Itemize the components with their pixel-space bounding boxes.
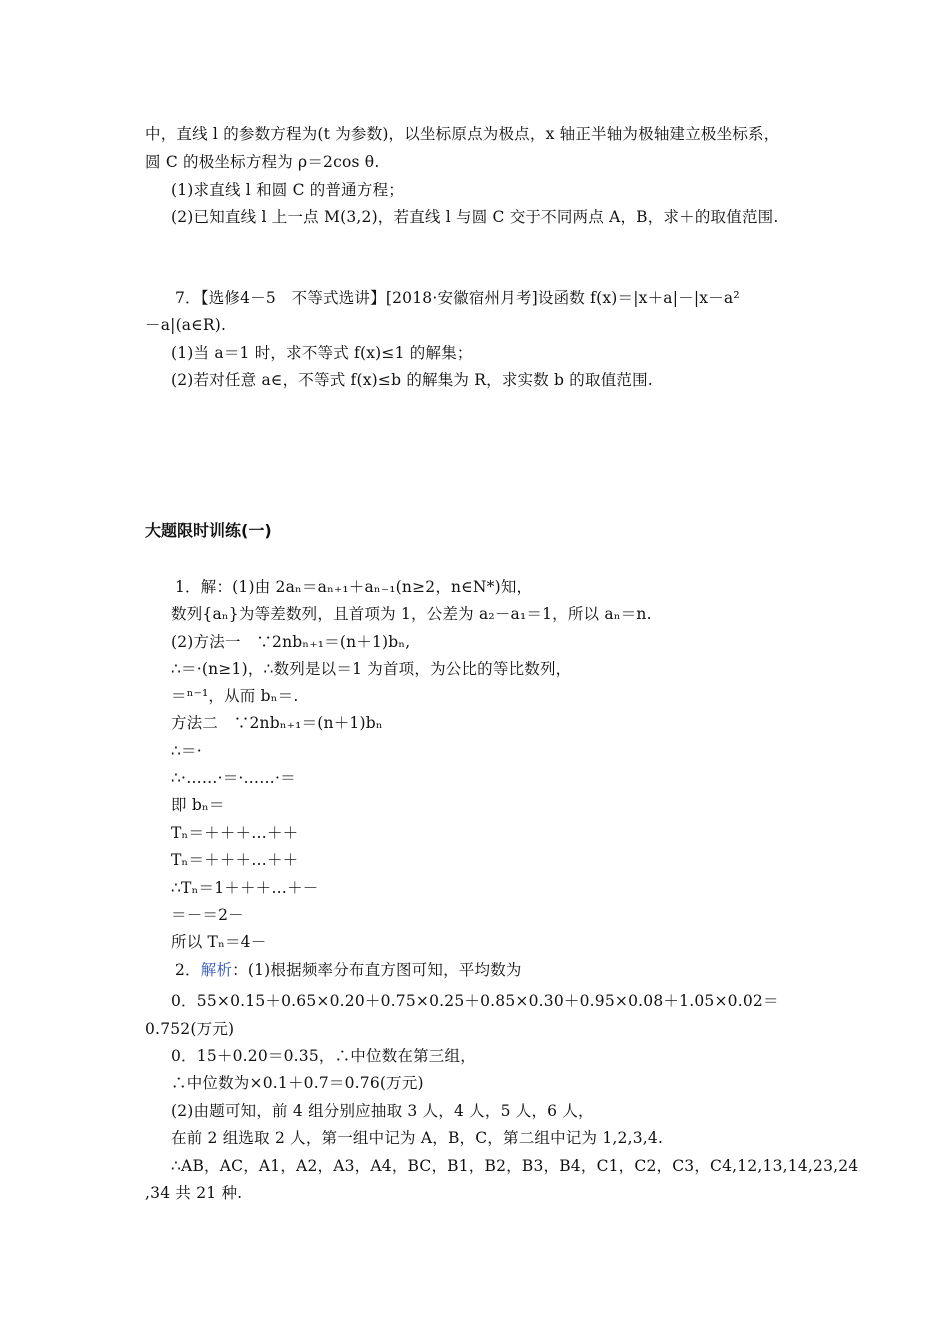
answer1-line: Tₙ＝＋＋＋…＋＋ [171,824,299,842]
problem6-question1: (1)求直线 l 和圆 C 的普通方程； [171,181,404,199]
answer2-line: ∴AB，AC，A1，A2，A3，A4，BC，B1，B2，B3，B4，C1，C2，C3，C4,12,13,14,23,24 [171,1157,859,1175]
answer2-line: ,34 共 21 种. [145,1184,243,1202]
answer1-line: 方法二 ∵2nbₙ₊₁＝(n＋1)bₙ [171,714,383,732]
answer1-line: 所以 Tₙ＝4－ [171,933,267,951]
answer1-line: Tₙ＝＋＋＋…＋＋ [171,851,299,869]
answer1-line: (2)方法一 ∵2nbₙ₊₁＝(n＋1)bₙ, [171,633,411,651]
problem7-line2: －a|(a∈R). [145,316,227,334]
answer1-line: ＝－＝2－ [171,906,244,924]
problem6-line1: 中，直线 l 的参数方程为(t 为参数)，以坐标原点为极点，x 轴正半轴为极轴建立极坐标系， [145,125,780,143]
answer1-line: 1．解：(1)由 2aₙ＝aₙ₊₁＋aₙ₋₁(n≥2，n∈N*)知， [175,578,533,596]
answer2-first-line [175,960,522,980]
answer1-line: ＝ⁿ⁻¹，从而 bₙ＝. [171,687,299,705]
problem7-question2: (2)若对任意 a∈，不等式 f(x)≤b 的解集为 R，求实数 b 的取值范围. [171,371,653,389]
problem6-line2: 圆 C 的极坐标方程为 ρ＝2cos θ. [145,153,380,171]
answer2-line: 在前 2 组选取 2 人，第一组中记为 A，B，C，第二组中记为 1,2,3,4. [171,1129,664,1147]
answer2-line: 0．15＋0.20＝0.35，∴中位数在第三组， [171,1047,476,1065]
answer2-line: 0.752(万元) [145,1020,235,1038]
answer1-line: ∴＝·(n≥1)，∴数列是以＝1 为首项，为公比的等比数列， [171,660,572,678]
section-title: 大题限时训练(一) [145,521,272,540]
answer2-analysis-label: 解析 [200,961,233,979]
problem6-question2: (2)已知直线 l 上一点 M(3,2)，若直线 l 与圆 C 交于不同两点 A，B，求＋的取值范围. [171,208,779,226]
answer1-line: 即 bₙ＝ [171,796,225,814]
answer1-line: 数列{aₙ}为等差数列，且首项为 1，公差为 a₂－a₁＝1，所以 aₙ＝n. [171,605,652,623]
answer2-first-text: ：(1)根据频率分布直方图可知，平均数为 [232,961,522,979]
answer1-line: ∴Tₙ＝1＋＋＋…＋－ [171,879,319,897]
answer1-line: ∴·……·＝·……·＝ [171,769,296,787]
problem7-line1: 7．【选修4－5 不等式选讲】[2018·安徽宿州月考]设函数 f(x)＝|x＋a|－|x－a² [175,289,740,307]
answer2-line: (2)由题可知，前 4 组分别应抽取 3 人，4 人，5 人，6 人， [171,1102,594,1120]
answer2-line: ∴中位数为×0.1＋0.7＝0.76(万元) [171,1074,424,1092]
answer2-line: 0．55×0.15＋0.65×0.20＋0.75×0.25＋0.85×0.30＋0.95×0.08＋1.05×0.02＝ [171,992,779,1010]
problem7-question1: (1)当 a＝1 时，求不等式 f(x)≤1 的解集； [171,344,473,362]
answer2-label: 2． [175,961,201,979]
answer1-line: ∴＝· [171,742,202,760]
